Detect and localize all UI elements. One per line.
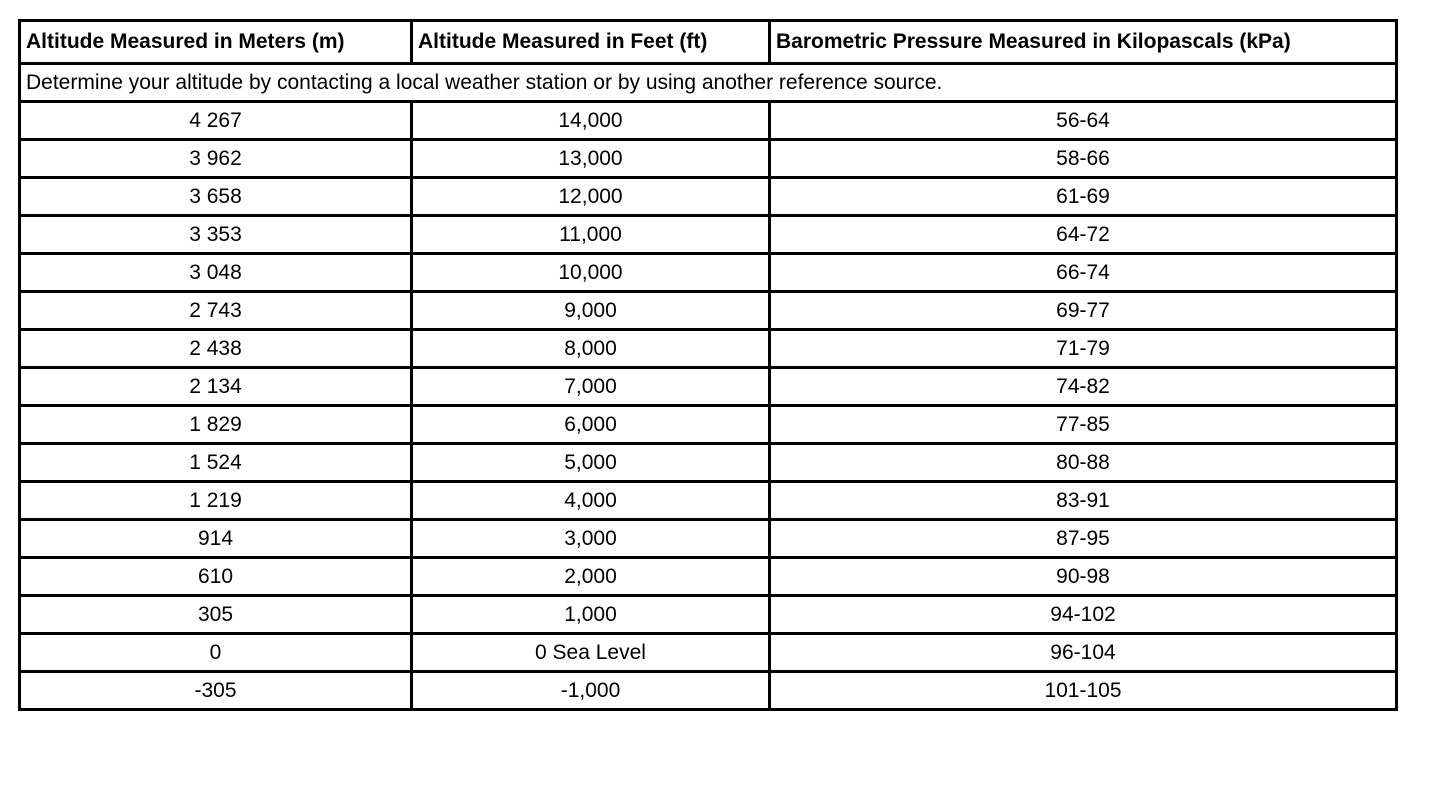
cell-feet: 4,000 [412, 482, 770, 520]
cell-meters: 3 658 [20, 178, 412, 216]
cell-feet: 11,000 [412, 216, 770, 254]
table-row [20, 596, 1397, 634]
table-row [20, 368, 1397, 406]
cell-pressure: 74-82 [770, 368, 1397, 406]
cell-feet: 12,000 [412, 178, 770, 216]
altitude-pressure-table-container [18, 19, 1395, 711]
header-pressure: Barometric Pressure Measured in Kilopascals (kPa) [770, 21, 1397, 64]
table-row [20, 634, 1397, 672]
cell-feet: 14,000 [412, 102, 770, 140]
cell-pressure: 77-85 [770, 406, 1397, 444]
reference-note: Determine your altitude by contacting a local weather station or by using another reference source. [20, 64, 1397, 102]
table-row [20, 254, 1397, 292]
cell-pressure: 69-77 [770, 292, 1397, 330]
table-row [20, 140, 1397, 178]
cell-feet: 1,000 [412, 596, 770, 634]
cell-pressure: 94-102 [770, 596, 1397, 634]
cell-feet: 8,000 [412, 330, 770, 368]
cell-meters: 610 [20, 558, 412, 596]
altitude-pressure-table [18, 19, 1398, 711]
cell-pressure: 56-64 [770, 102, 1397, 140]
header-feet: Altitude Measured in Feet (ft) [412, 21, 770, 64]
cell-meters: 1 829 [20, 406, 412, 444]
table-row [20, 482, 1397, 520]
cell-meters: 1 219 [20, 482, 412, 520]
cell-meters: 0 [20, 634, 412, 672]
cell-pressure: 87-95 [770, 520, 1397, 558]
cell-pressure: 96-104 [770, 634, 1397, 672]
cell-meters: 2 134 [20, 368, 412, 406]
note-row [20, 64, 1397, 102]
header-row [20, 21, 1397, 64]
cell-pressure: 64-72 [770, 216, 1397, 254]
cell-feet: 0 Sea Level [412, 634, 770, 672]
cell-feet: 2,000 [412, 558, 770, 596]
cell-feet: 3,000 [412, 520, 770, 558]
cell-feet: 13,000 [412, 140, 770, 178]
table-row [20, 672, 1397, 710]
cell-meters: 2 743 [20, 292, 412, 330]
table-row [20, 216, 1397, 254]
header-meters: Altitude Measured in Meters (m) [20, 21, 412, 64]
cell-feet: 7,000 [412, 368, 770, 406]
cell-pressure: 61-69 [770, 178, 1397, 216]
table-row [20, 292, 1397, 330]
table-row [20, 520, 1397, 558]
cell-pressure: 71-79 [770, 330, 1397, 368]
cell-pressure: 90-98 [770, 558, 1397, 596]
cell-feet: 5,000 [412, 444, 770, 482]
table-row [20, 444, 1397, 482]
cell-pressure: 58-66 [770, 140, 1397, 178]
cell-pressure: 101-105 [770, 672, 1397, 710]
cell-pressure: 66-74 [770, 254, 1397, 292]
cell-meters: 3 353 [20, 216, 412, 254]
cell-meters: 305 [20, 596, 412, 634]
table-row [20, 102, 1397, 140]
cell-meters: 3 962 [20, 140, 412, 178]
table-row [20, 558, 1397, 596]
cell-feet: -1,000 [412, 672, 770, 710]
cell-feet: 10,000 [412, 254, 770, 292]
cell-meters: 1 524 [20, 444, 412, 482]
cell-meters: 914 [20, 520, 412, 558]
cell-pressure: 80-88 [770, 444, 1397, 482]
cell-meters: -305 [20, 672, 412, 710]
cell-pressure: 83-91 [770, 482, 1397, 520]
table-row [20, 178, 1397, 216]
table-row [20, 406, 1397, 444]
cell-meters: 3 048 [20, 254, 412, 292]
cell-meters: 2 438 [20, 330, 412, 368]
cell-feet: 9,000 [412, 292, 770, 330]
cell-meters: 4 267 [20, 102, 412, 140]
cell-feet: 6,000 [412, 406, 770, 444]
table-row [20, 330, 1397, 368]
